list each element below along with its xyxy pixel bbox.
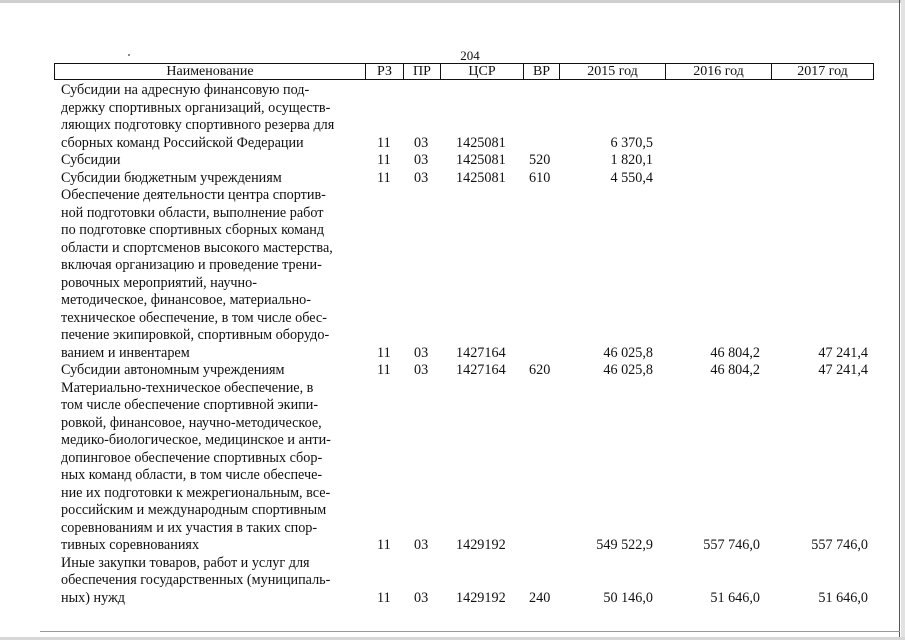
header-csr: ЦСР xyxy=(440,64,523,79)
row-name-line: методическое, финансовое, материально- xyxy=(61,292,311,308)
cell-rz: 11 xyxy=(377,169,391,186)
cell-vr: 240 xyxy=(529,589,551,606)
cell-pr: 03 xyxy=(414,362,429,378)
row-name-line: обеспечения государственных (муниципаль- xyxy=(61,572,331,588)
row-name-line: держку спортивных организаций, осуществ- xyxy=(61,99,331,116)
row-name-line: медико-биологическое, медицинское и анти- xyxy=(61,432,331,448)
cell-y2016: 51 646,0 xyxy=(710,589,760,606)
cell-y2016: 46 804,2 xyxy=(710,344,760,361)
cell-y2015: 549 522,9 xyxy=(596,537,653,553)
row-name-line: Субсидии на адресную финансовую под- xyxy=(61,82,310,98)
row-name-line: российским и международным спортивным xyxy=(61,502,327,518)
row-name-line: соревнованиям и их участия в таких спор- xyxy=(61,519,318,536)
cell-pr: 03 xyxy=(414,169,429,186)
cell-csr: 1425081 xyxy=(456,134,506,151)
row-name-line: ляющих подготовку спортивного резерва для xyxy=(61,117,335,133)
cell-y2017: 557 746,0 xyxy=(811,537,868,553)
cell-y2017: 47 241,4 xyxy=(818,362,868,378)
table-row xyxy=(0,170,905,188)
row-name xyxy=(61,170,361,188)
cell-rz: 11 xyxy=(377,362,391,378)
cell-pr: 03 xyxy=(414,344,429,361)
row-name-line: ванием и инвентарем xyxy=(61,344,190,361)
table-row xyxy=(0,187,905,362)
cell-csr: 1427164 xyxy=(456,362,506,378)
row-name-line: сборных команд Российской Федерации xyxy=(61,134,304,151)
row-name-line: техническое обеспечение, в том числе обес- xyxy=(61,309,327,326)
cell-pr: 03 xyxy=(414,537,429,553)
row-name-line: области и спортсменов высокого мастерства, xyxy=(61,239,333,256)
cell-vr: 610 xyxy=(529,169,551,186)
row-name-line: печение экипировкой, спортивным оборудо- xyxy=(61,327,330,343)
header-2015: 2015 год xyxy=(559,64,665,79)
page-number: 204 xyxy=(460,48,480,63)
cell-y2015: 46 025,8 xyxy=(603,344,653,361)
cell-y2015: 46 025,8 xyxy=(603,362,653,378)
row-name-line: Обеспечение деятельности центра спортив- xyxy=(61,187,326,203)
table-row xyxy=(0,152,905,170)
table-row xyxy=(0,555,905,608)
cell-y2016: 557 746,0 xyxy=(703,537,760,553)
row-name xyxy=(61,362,361,380)
row-name xyxy=(61,555,361,608)
cell-y2015: 4 550,4 xyxy=(610,169,653,186)
row-name-line: включая организацию и проведение трени- xyxy=(61,257,322,273)
cell-pr: 03 xyxy=(414,152,429,168)
row-name-line: ной подготовки области, выполнение работ xyxy=(61,204,324,221)
row-name-line: Субсидии бюджетным учреждениям xyxy=(61,169,282,186)
cell-vr: 620 xyxy=(529,362,551,378)
row-name-line: допинговое обеспечение спортивных сбор- xyxy=(61,449,323,466)
row-name-line: тивных соревнованиях xyxy=(61,537,200,553)
cell-y2017: 51 646,0 xyxy=(818,589,868,606)
header-vr: ВР xyxy=(523,64,559,79)
cell-pr: 03 xyxy=(414,589,429,606)
table-row xyxy=(0,380,905,555)
row-name xyxy=(61,82,361,152)
row-name-line: ных) нужд xyxy=(61,589,126,606)
cell-y2015: 6 370,5 xyxy=(610,134,653,151)
cell-rz: 11 xyxy=(377,344,391,361)
header-name: Наименование xyxy=(166,64,254,79)
cell-rz: 11 xyxy=(377,152,391,168)
row-name-line: том числе обеспечение спортивной экипи- xyxy=(61,397,319,413)
cell-pr: 03 xyxy=(414,134,429,151)
row-name-line: ных команд области, в том числе обеспече- xyxy=(61,467,323,483)
cell-y2015: 1 820,1 xyxy=(610,152,653,168)
cell-rz: 11 xyxy=(377,134,391,151)
cell-rz: 11 xyxy=(377,537,391,553)
header-2016: 2016 год xyxy=(665,64,771,79)
scan-speck xyxy=(128,54,130,56)
cell-vr: 520 xyxy=(529,152,551,168)
cell-y2016: 46 804,2 xyxy=(710,362,760,378)
table-row xyxy=(0,362,905,380)
cell-csr: 1427164 xyxy=(456,344,506,361)
scan-edge-top xyxy=(0,0,905,3)
row-name xyxy=(61,380,361,555)
cell-csr: 1425081 xyxy=(456,152,506,168)
table-row xyxy=(0,82,905,152)
cell-csr: 1425081 xyxy=(456,169,506,186)
row-name-line: Субсидии xyxy=(61,152,121,168)
row-name-line: по подготовке спортивных сборных команд xyxy=(61,222,325,238)
row-name xyxy=(61,152,361,170)
scan-edge-bottom-line xyxy=(40,631,900,632)
table-header xyxy=(54,63,874,80)
cell-y2017: 47 241,4 xyxy=(818,344,868,361)
row-name-line: ровочных мероприятий, научно- xyxy=(61,274,257,291)
row-name-line: ние их подготовки к межрегиональным, все- xyxy=(61,484,331,501)
header-rz: РЗ xyxy=(365,64,403,79)
header-2017: 2017 год xyxy=(771,64,873,79)
row-name-line: ровкой, финансовое, научно-методическое, xyxy=(61,414,322,431)
row-name xyxy=(61,187,361,362)
cell-csr: 1429192 xyxy=(456,537,506,553)
row-name-line: Субсидии автономным учреждениям xyxy=(61,362,285,378)
cell-rz: 11 xyxy=(377,589,391,606)
row-name-line: Иные закупки товаров, работ и услуг для xyxy=(61,554,310,571)
header-pr: ПР xyxy=(403,64,440,79)
cell-csr: 1429192 xyxy=(456,589,506,606)
cell-y2015: 50 146,0 xyxy=(603,589,653,606)
row-name-line: Материально-техническое обеспечение, в xyxy=(61,379,314,396)
